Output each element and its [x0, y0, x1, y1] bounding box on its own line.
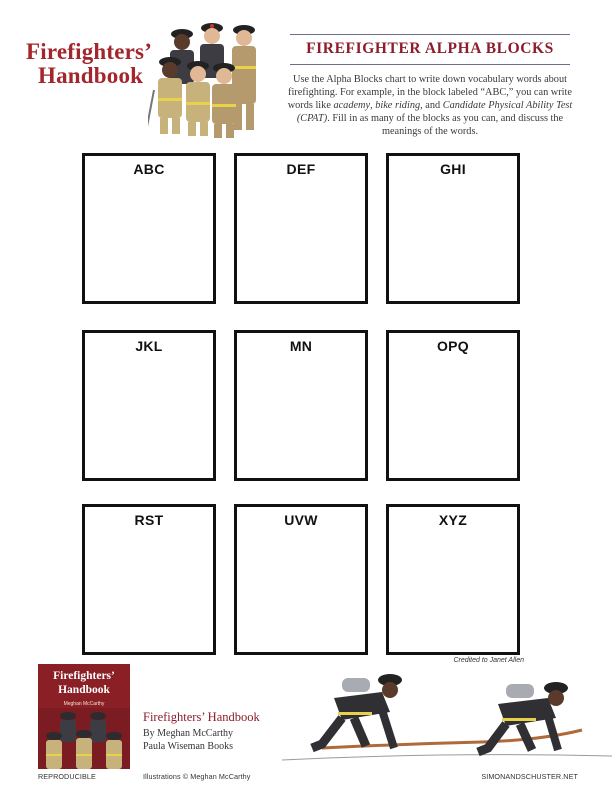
- block-label: MN: [289, 338, 313, 354]
- illustrations-credit: Illustrations © Meghan McCarthy: [143, 772, 251, 781]
- credit-note: Credited to Janet Allen: [453, 657, 524, 664]
- crawling-firefighter-left: [312, 674, 402, 748]
- block-label: OPQ: [436, 338, 470, 354]
- example-bike-riding: bike riding: [375, 100, 421, 111]
- alpha-block-jkl[interactable]: [82, 330, 216, 481]
- crawling-firefighters-illustration: [282, 668, 612, 770]
- handbook-logo: [26, 39, 153, 88]
- cover-title-line-1: Firefighters’: [53, 670, 115, 682]
- example-academy: academy: [333, 100, 371, 111]
- block-label: JKL: [135, 338, 163, 354]
- instructions-paragraph: [282, 73, 578, 138]
- instructions-text-2: , and: [420, 100, 443, 111]
- alpha-block-abc[interactable]: [82, 153, 216, 304]
- crawling-firefighter-right: [478, 682, 568, 752]
- page-title: FIREFIGHTER ALPHA BLOCKS: [306, 40, 554, 57]
- firefighters-group-illustration: [148, 14, 266, 140]
- title-rule-bottom: [290, 64, 570, 65]
- alpha-block-def[interactable]: [234, 153, 368, 304]
- cover-title-line-2: Handbook: [58, 684, 110, 696]
- example-cpat: Candidate Physical Ability Test (CPAT): [296, 100, 573, 124]
- block-label: RST: [134, 512, 164, 528]
- alpha-block-xyz[interactable]: [386, 504, 520, 655]
- block-label: XYZ: [438, 512, 468, 528]
- reproducible-label: REPRODUCIBLE: [38, 772, 96, 781]
- cover-author: Meghan McCarthy: [63, 701, 105, 707]
- block-label: DEF: [286, 161, 316, 177]
- cover-firefighters-art: [38, 708, 130, 769]
- logo-line-1: Firefighters’: [26, 39, 153, 64]
- alpha-block-opq[interactable]: [386, 330, 520, 481]
- alpha-block-ghi[interactable]: [386, 153, 520, 304]
- block-label: ABC: [133, 161, 165, 177]
- alpha-block-mn[interactable]: [234, 330, 368, 481]
- book-cover-image: [38, 664, 130, 769]
- alpha-block-rst[interactable]: [82, 504, 216, 655]
- website-link[interactable]: SIMONANDSCHUSTER.NET: [481, 772, 578, 781]
- book-title: Firefighters’ Handbook: [143, 710, 260, 724]
- publisher-line: Paula Wiseman Books: [143, 741, 233, 752]
- block-label: GHI: [440, 161, 466, 177]
- logo-line-2: Handbook: [38, 63, 144, 88]
- instructions-sep-1: ,: [370, 100, 376, 111]
- block-label: UVW: [284, 512, 318, 528]
- alpha-block-uvw[interactable]: [234, 504, 368, 655]
- author-line: By Meghan McCarthy: [143, 728, 233, 739]
- instructions-text-1: Use the Alpha Blocks chart to write down vocabulary words about firefighting. For example, in the block labeled “ABC,” you can write words like: [287, 74, 572, 111]
- firefighter-front-left: [148, 57, 182, 134]
- title-rule-top: [290, 34, 570, 35]
- instructions-text-3: . Fill in as many of the blocks as you can, and discuss the meanings of the words.: [327, 113, 564, 137]
